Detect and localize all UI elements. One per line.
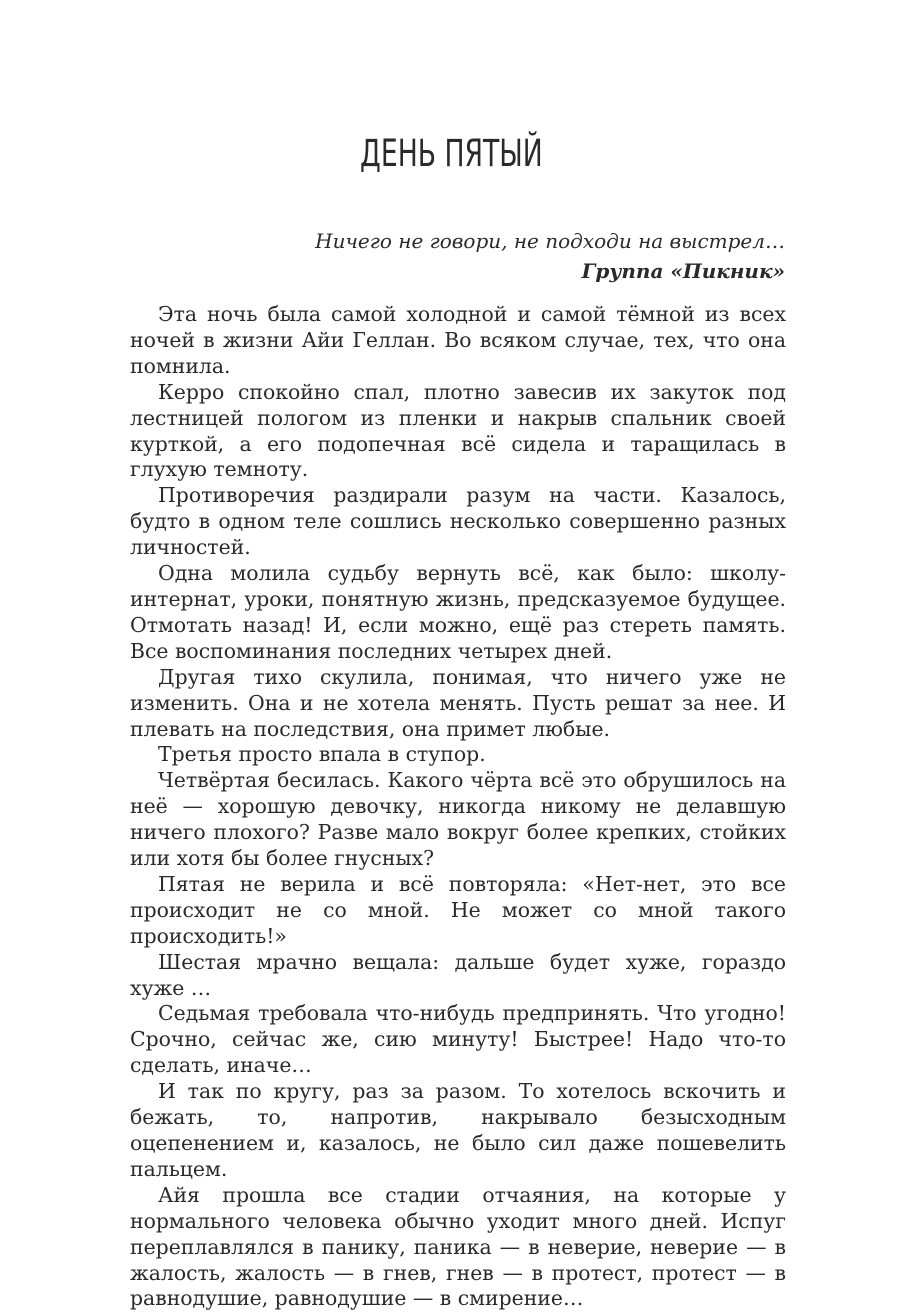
epigraph-source: Группа «Пикник» bbox=[581, 259, 785, 283]
paragraph: Одна молила судьбу вернуть всё, как было: школу-интернат, уроки, понятную жизнь, предсказуемое будущее. Отмотать назад! И, если можно, ещё раз стереть память. Все воспоминания последних четырех дней. bbox=[130, 561, 786, 663]
paragraph: Шестая мрачно вещала: дальше будет хуже, гораздо хуже … bbox=[130, 949, 786, 1000]
paragraph: Седьмая требовала что-нибудь предпринять. Что угодно! Срочно, сейчас же, сию минуту! Быстрее! Надо что-то сделать, иначе… bbox=[130, 1001, 786, 1078]
paragraph: Четвёртая бесилась. Какого чёрта всё это обрушилось на неё — хорошую девочку, никогда никому не делавшую ничего плохого? Разве мало вокруг более крепких, стойких или хотя бы более гнусных? bbox=[130, 768, 786, 871]
paragraph: Керро спокойно спал, плотно завесив их закуток под лестницей пологом из пленки и накрыв спальник своей курткой, а его подопечная всё сидела и таращилась в глухую темноту. bbox=[130, 379, 786, 482]
paragraph: Противоречия раздирали разум на части. Казалось, будто в одном теле сошлись несколько совершенно разных личностей. bbox=[130, 483, 786, 560]
chapter-body bbox=[130, 302, 786, 1312]
paragraph: Пятая не верила и всё повторяла: «Нет-нет, это все происходит не со мной. Не может со мной такого происходить!» bbox=[130, 871, 786, 948]
chapter-title: ДЕНЬ ПЯТЫЙ bbox=[360, 132, 543, 175]
epigraph-quote: Ничего не говори, не подходи на выстрел… bbox=[315, 229, 785, 253]
paragraph: Другая тихо скулила, понимая, что ничего уже не изменить. Она и не хотела менять. Пусть решат за нее. И плевать на последствия, она примет любые. bbox=[130, 664, 786, 741]
paragraph: Айя прошла все стадии отчаяния, на которые у нормального человека обычно уходит много дней. Испуг переплавлялся в панику, паника — в неверие, неверие — в жалость, жалость — в гнев, гнев — в протест, протест — в равнодушие, равнодушие — в смирение… bbox=[130, 1182, 786, 1311]
paragraph: Эта ночь была самой холодной и самой тёмной из всех ночей в жизни Айи Геллан. Во всяком случае, тех, что она помнила. bbox=[130, 302, 786, 378]
paragraph: Третья просто впала в ступор. bbox=[158, 742, 486, 767]
paragraph: И так по кругу, раз за разом. То хотелось вскочить и бежать, то, напротив, накрывало безысходным оцепенением и, казалось, не было сил даже пошевелить пальцем. bbox=[130, 1079, 786, 1181]
epigraph bbox=[130, 226, 785, 286]
